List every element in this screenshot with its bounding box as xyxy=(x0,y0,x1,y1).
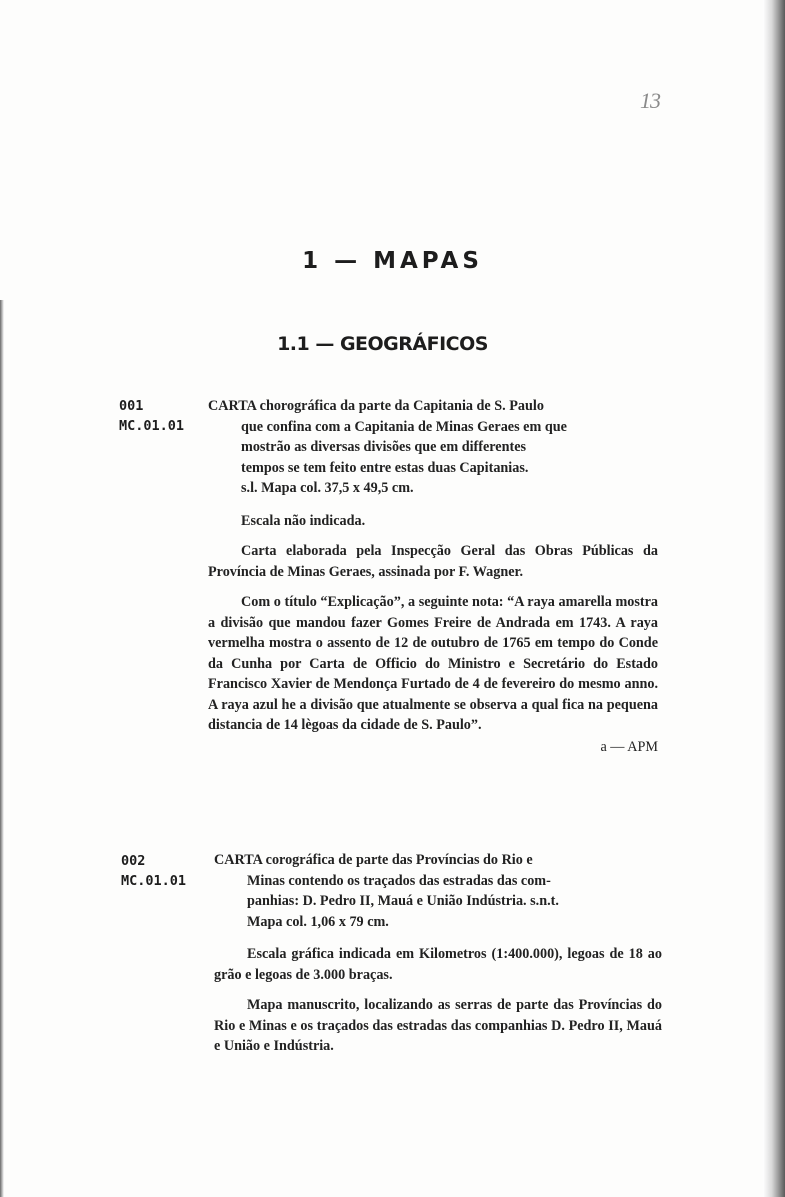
entry-paragraph: Escala não indicada. xyxy=(241,512,366,529)
entry-line: que confina com a Capitania de Minas Geraes em que xyxy=(241,418,567,435)
entry-paragraph: Escala gráfica indicada em Kilometros (1:400.000), legoas de 18 ao grão e legoas de 3.000 braças. xyxy=(214,946,662,983)
page-number: 13 xyxy=(640,88,660,113)
entry-number: 001 xyxy=(119,398,144,414)
page-edge-left xyxy=(0,300,4,1197)
entry-code: MC.01.01 xyxy=(119,418,185,434)
page-edge-shadow xyxy=(763,0,785,1197)
entry-paragraph: Com o título “Explicação”, a seguinte nota: “A raya amarella mostra a divisão que mandou fazer Gomes Freire de Andrada em 1743. A raya vermelha mostra o assento de 12 de outubro de 1765 em tempo do Conde da Cunha por Carta de Officio do Ministro e Secretário do Estado Francisco Xavier de Mendonça Furtado de 4 de fevereiro do mesmo anno. A raya azul he a divisão que atualmente se observa a qual fica na pequena distancia de 14 lègoas da cidade de S. Paulo”. xyxy=(208,594,658,733)
entry-paragraph: Mapa manuscrito, localizando as serras de parte das Províncias do Rio e Minas e os traçados das estradas das companhias D. Pedro II, Mauá e União e Indústria. xyxy=(214,997,662,1054)
section-title: 1 — MAPAS xyxy=(302,248,483,274)
entry-location: a — APM xyxy=(600,738,658,755)
entry-paragraph: Carta elaborada pela Inspecção Geral das Obras Públicas da Província de Minas Geraes, assinada por F. Wagner. xyxy=(208,543,658,580)
entry-line: panhias: D. Pedro II, Mauá e União Indústria. s.n.t. xyxy=(247,893,559,909)
entry-code-block xyxy=(119,396,184,436)
entry-number: 002 xyxy=(121,853,146,869)
entry-line: Mapa col. 1,06 x 79 cm. xyxy=(247,913,389,930)
entry-line: CARTA corográfica de parte das Províncias do Rio e xyxy=(214,852,533,868)
entry-line: Minas contendo os traçados das estradas das com- xyxy=(247,872,551,889)
subsection-title: 1.1 — GEOGRÁFICOS xyxy=(277,333,488,355)
entry-code: MC.01.01 xyxy=(121,873,187,889)
catalog-entry xyxy=(208,396,658,757)
entry-line: s.l. Mapa col. 37,5 x 49,5 cm. xyxy=(241,480,414,496)
entry-line: mostrão as diversas divisões que em differentes xyxy=(241,439,527,455)
entry-code-block xyxy=(121,851,186,891)
entry-line: tempos se tem feito entre estas duas Capitanias. xyxy=(241,459,529,476)
catalog-entry xyxy=(214,850,662,1057)
entry-header xyxy=(214,850,662,932)
entry-line: CARTA chorográfica da parte da Capitania de S. Paulo xyxy=(208,398,544,414)
entry-header xyxy=(208,396,658,499)
